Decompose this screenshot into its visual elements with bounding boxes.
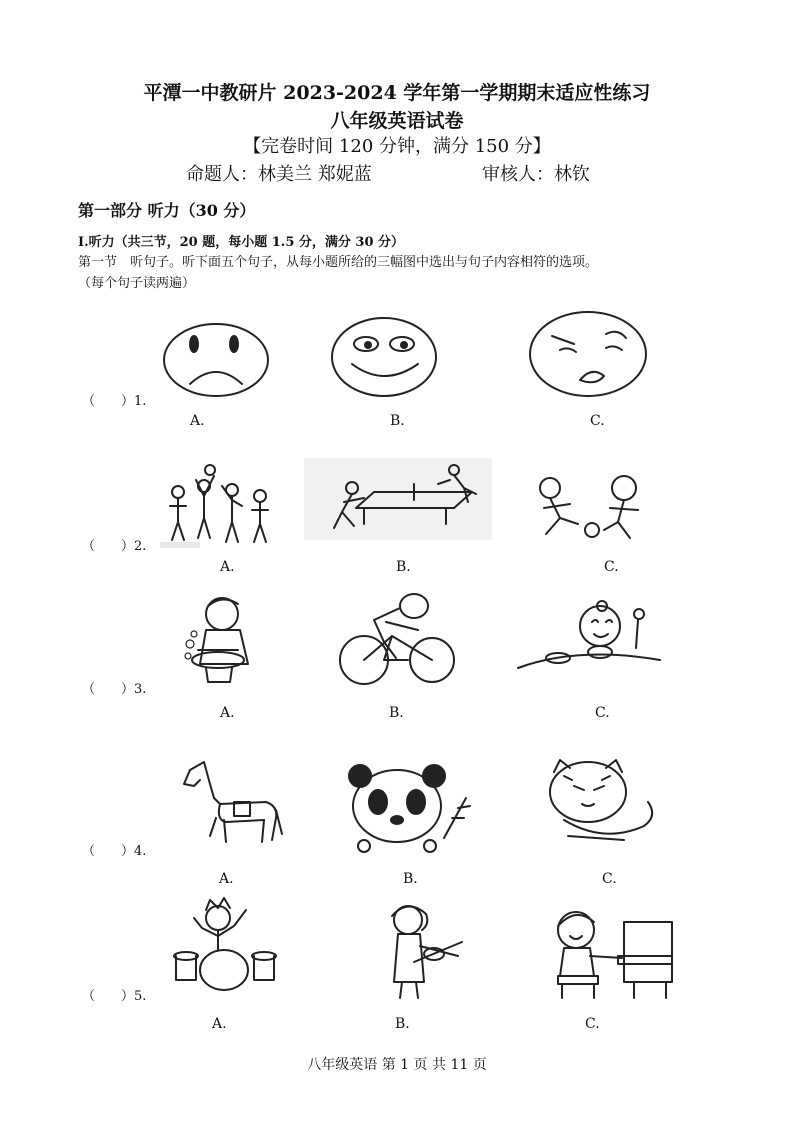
panda-picture bbox=[340, 762, 474, 854]
smiling-face-picture bbox=[328, 314, 440, 400]
option-label: C. bbox=[602, 871, 617, 887]
question-number: （ ）2. bbox=[82, 539, 147, 554]
option-label: A. bbox=[190, 413, 205, 429]
question-number: （ ）3. bbox=[82, 682, 147, 697]
part-title: 第一部分 听力（30 分） bbox=[78, 201, 256, 220]
option-label: C. bbox=[595, 705, 610, 721]
basketball-players-picture bbox=[160, 462, 276, 550]
listening-note: （每个句子读两遍） bbox=[78, 276, 196, 291]
option-label: C. bbox=[590, 413, 605, 429]
question-number: （ ）5. bbox=[82, 989, 147, 1004]
authors: 命题人：林美兰 郑妮蓝 bbox=[186, 164, 372, 185]
horse-picture bbox=[180, 758, 284, 848]
option-label: C. bbox=[585, 1016, 600, 1032]
option-label: B. bbox=[403, 871, 418, 887]
time-info: 【完卷时间 120 分钟，满分 150 分】 bbox=[243, 136, 551, 157]
pianist-picture bbox=[548, 906, 678, 1002]
exam-title: 平潭一中教研片 2023-2024 学年第一学期期末适应性练习 bbox=[143, 82, 651, 104]
table-tennis-players-picture bbox=[304, 458, 492, 540]
question-number: （ ）1. bbox=[82, 394, 147, 409]
option-label: C. bbox=[604, 559, 619, 575]
option-label: A. bbox=[220, 705, 235, 721]
sad-face-picture bbox=[160, 320, 272, 400]
boy-washing-dishes-picture bbox=[182, 594, 268, 688]
option-label: B. bbox=[390, 413, 405, 429]
tiger-picture bbox=[544, 756, 664, 852]
option-label: A. bbox=[212, 1016, 227, 1032]
option-label: B. bbox=[396, 559, 411, 575]
baby-eating-picture bbox=[518, 598, 660, 674]
option-label: A. bbox=[220, 559, 235, 575]
violinist-picture bbox=[374, 902, 466, 1002]
drummer-picture bbox=[172, 898, 278, 998]
listening-heading: I.听力（共三节，20 题，每小题 1.5 分，满分 30 分） bbox=[78, 235, 405, 250]
option-label: A. bbox=[219, 871, 234, 887]
page-footer: 八年级英语 第 1 页 共 11 页 bbox=[307, 1057, 487, 1073]
boy-riding-bike-picture bbox=[334, 588, 458, 688]
listening-instruction: 第一节 听句子。听下面五个句子，从每小题所给的三幅图中选出与句子内容相符的选项。 bbox=[78, 255, 599, 270]
angry-face-picture bbox=[526, 308, 650, 400]
option-label: B. bbox=[389, 705, 404, 721]
exam-subtitle: 八年级英语试卷 bbox=[330, 110, 464, 132]
soccer-players-picture bbox=[520, 468, 670, 548]
question-number: （ ）4. bbox=[82, 844, 147, 859]
option-label: B. bbox=[395, 1016, 410, 1032]
reviewer: 审核人：林钦 bbox=[482, 164, 590, 185]
